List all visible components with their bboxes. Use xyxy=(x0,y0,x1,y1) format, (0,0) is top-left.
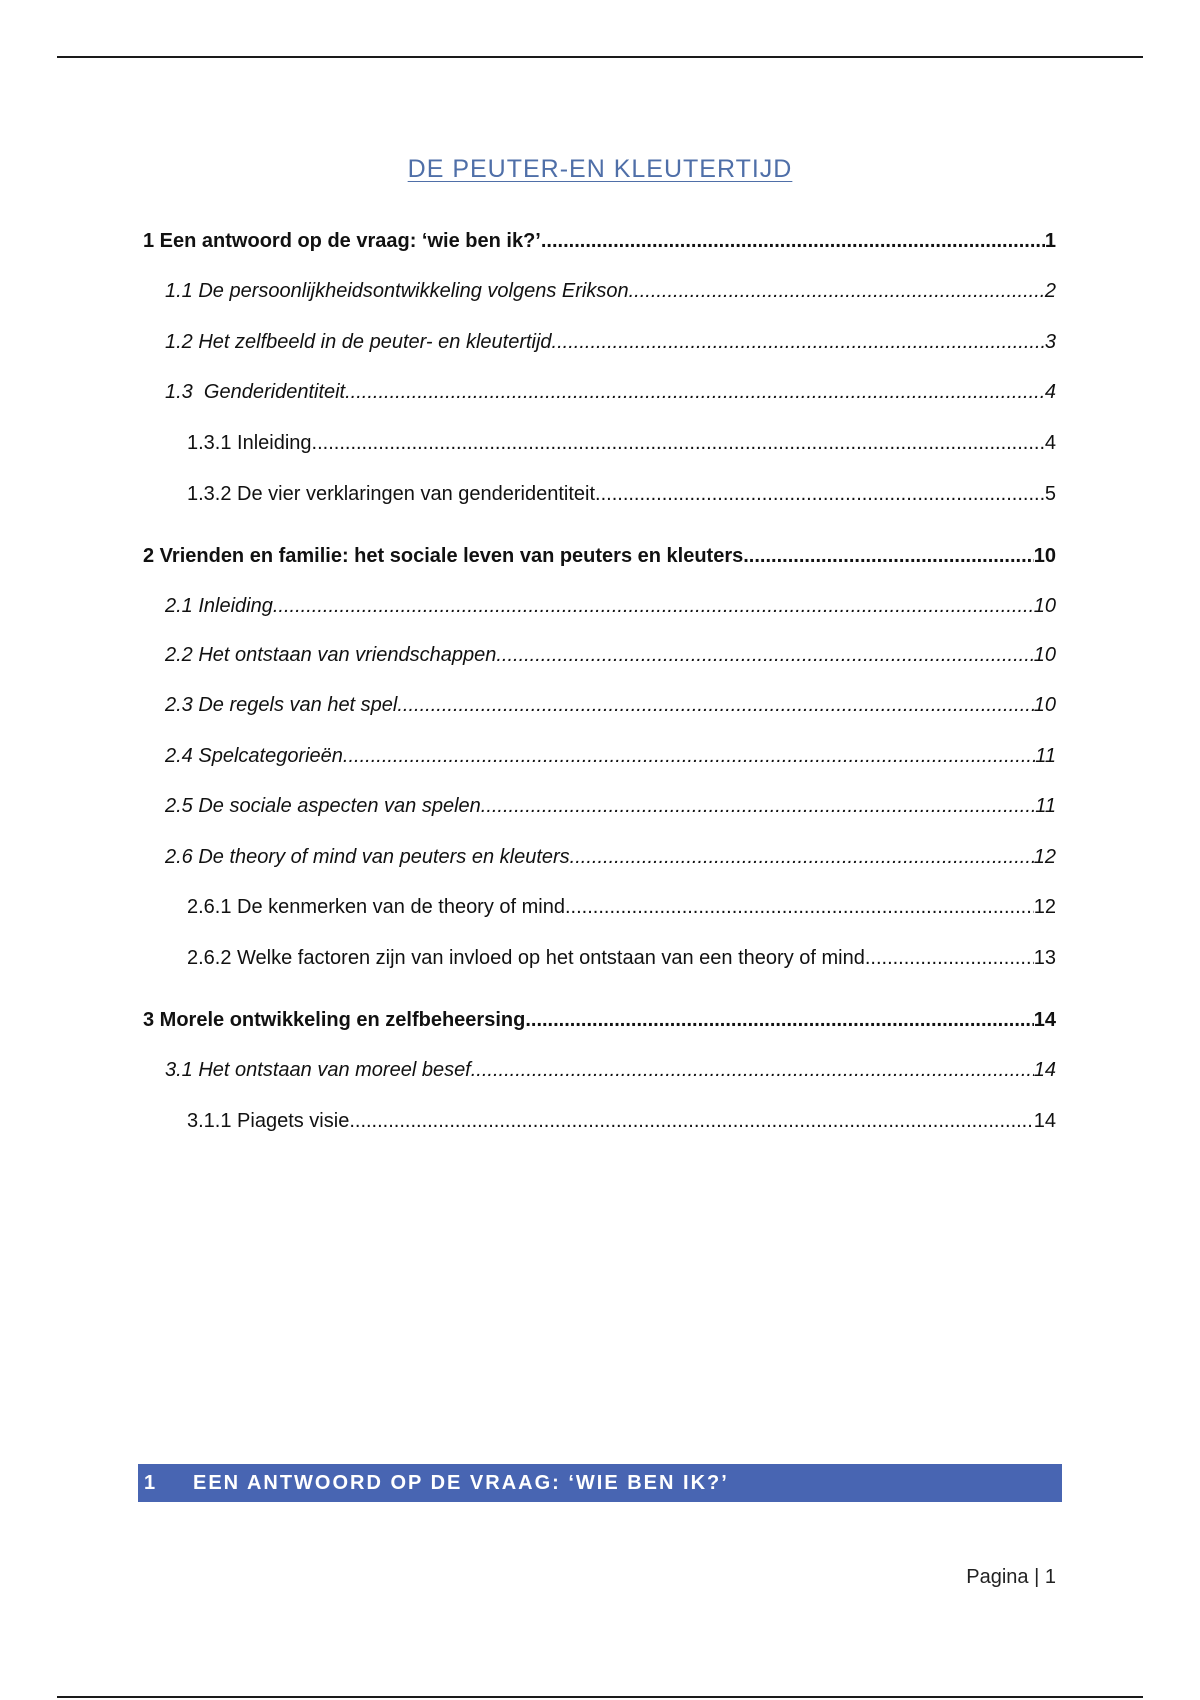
toc-entry[interactable] xyxy=(165,379,1056,405)
toc-entry[interactable] xyxy=(187,894,1056,920)
toc-leader xyxy=(343,743,1035,769)
section-heading-banner xyxy=(138,1464,1062,1502)
toc-entry-label: 1 Een antwoord op de vraag: ‘wie ben ik?’ xyxy=(143,230,541,252)
toc-leader xyxy=(345,379,1045,405)
toc-entry-label: 1.3.1 Inleiding xyxy=(187,432,312,454)
toc-entry-label: 2.6.1 De kenmerken van de theory of mind xyxy=(187,896,565,918)
toc-leader xyxy=(570,844,1034,870)
toc-entry-page: 4 xyxy=(1044,432,1056,454)
toc-entry-label: 2.4 Spelcategorieën xyxy=(165,745,343,767)
toc-entry-page: 10 xyxy=(1033,545,1056,567)
toc-entry[interactable] xyxy=(143,1007,1056,1033)
section-title: EEN ANTWOORD OP DE VRAAG: ‘WIE BEN IK?’ xyxy=(193,1471,729,1494)
toc-entry-page: 3 xyxy=(1044,331,1056,353)
toc-entry-page: 14 xyxy=(1033,1059,1056,1081)
toc-entry[interactable] xyxy=(165,692,1056,718)
toc-entry-label: 2.2 Het ontstaan van vriendschappen xyxy=(165,644,497,666)
toc-leader xyxy=(496,642,1033,668)
toc-entry-page: 12 xyxy=(1033,846,1056,868)
toc-entry[interactable] xyxy=(187,945,1056,971)
toc-entry[interactable] xyxy=(143,543,1056,569)
toc-entry-page: 2 xyxy=(1044,280,1056,302)
toc-entry-page: 11 xyxy=(1035,795,1056,817)
toc-entry-label: 3.1 Het ontstaan van moreel besef xyxy=(165,1059,471,1081)
toc-entry-label: 3.1.1 Piagets visie xyxy=(187,1110,350,1132)
toc-entry-label: 1.1 De persoonlijkheidsontwikkeling volgens Erikson xyxy=(165,280,629,302)
toc-entry[interactable] xyxy=(187,481,1056,507)
toc-entry-page: 13 xyxy=(1033,947,1056,969)
footer-rule xyxy=(57,1696,1143,1698)
toc-leader xyxy=(595,481,1045,507)
toc-entry-page: 4 xyxy=(1044,381,1056,403)
toc-leader xyxy=(312,430,1045,456)
toc-leader xyxy=(349,1108,1033,1134)
toc-entry[interactable] xyxy=(165,743,1056,769)
toc-leader xyxy=(397,692,1033,718)
toc-entry-page: 14 xyxy=(1033,1110,1056,1132)
toc-entry[interactable] xyxy=(165,329,1056,355)
toc-entry-page: 11 xyxy=(1035,745,1056,767)
toc-entry-label: 2.6.2 Welke factoren zijn van invloed op het ontstaan van een theory of mind xyxy=(187,947,865,969)
toc-entry-page: 1 xyxy=(1044,230,1056,252)
toc-leader xyxy=(552,329,1045,355)
toc-entry[interactable] xyxy=(165,642,1056,668)
toc-leader xyxy=(471,1057,1034,1083)
toc-entry[interactable] xyxy=(187,430,1056,456)
toc-leader xyxy=(629,278,1045,304)
toc-entry-label: 2.3 De regels van het spel xyxy=(165,694,398,716)
toc-entry-label: 1.3 Genderidentiteit xyxy=(165,381,346,403)
toc-entry[interactable] xyxy=(165,844,1056,870)
toc-entry-page: 10 xyxy=(1033,595,1056,617)
toc-leader xyxy=(273,593,1034,619)
toc-leader xyxy=(865,945,1034,971)
document-title: DE PEUTER-EN KLEUTERTIJD xyxy=(407,155,793,183)
toc-entry-page: 10 xyxy=(1033,644,1056,666)
toc-leader xyxy=(743,543,1034,569)
toc-entry-label: 2.5 De sociale aspecten van spelen xyxy=(165,795,481,817)
toc-entry-label: 1.2 Het zelfbeeld in de peuter- en kleutertijd xyxy=(165,331,552,353)
toc-entry-page: 10 xyxy=(1033,694,1056,716)
toc-entry[interactable] xyxy=(165,793,1056,819)
toc-entry-label: 2.6 De theory of mind van peuters en kleuters xyxy=(165,846,570,868)
toc-entry-label: 2.1 Inleiding xyxy=(165,595,273,617)
toc-leader xyxy=(525,1007,1033,1033)
toc-leader xyxy=(541,228,1045,254)
toc-entry[interactable] xyxy=(165,278,1056,304)
toc-entry-page: 5 xyxy=(1044,483,1056,505)
toc-entry-label: 3 Morele ontwikkeling en zelfbeheersing xyxy=(143,1009,526,1031)
toc-leader xyxy=(565,894,1034,920)
toc-entry-page: 12 xyxy=(1033,896,1056,918)
toc-entry[interactable] xyxy=(165,593,1056,619)
toc-entry-page: 14 xyxy=(1033,1009,1056,1031)
section-number: 1 xyxy=(144,1471,158,1494)
toc-entry[interactable] xyxy=(187,1108,1056,1134)
toc-entry-label: 1.3.2 De vier verklaringen van genderidentiteit xyxy=(187,483,596,505)
page-number: Pagina | 1 xyxy=(966,1566,1056,1588)
toc-leader xyxy=(481,793,1035,819)
toc-entry[interactable] xyxy=(165,1057,1056,1083)
toc-entry[interactable] xyxy=(143,228,1056,254)
toc-entry-label: 2 Vrienden en familie: het sociale leven van peuters en kleuters xyxy=(143,545,744,567)
